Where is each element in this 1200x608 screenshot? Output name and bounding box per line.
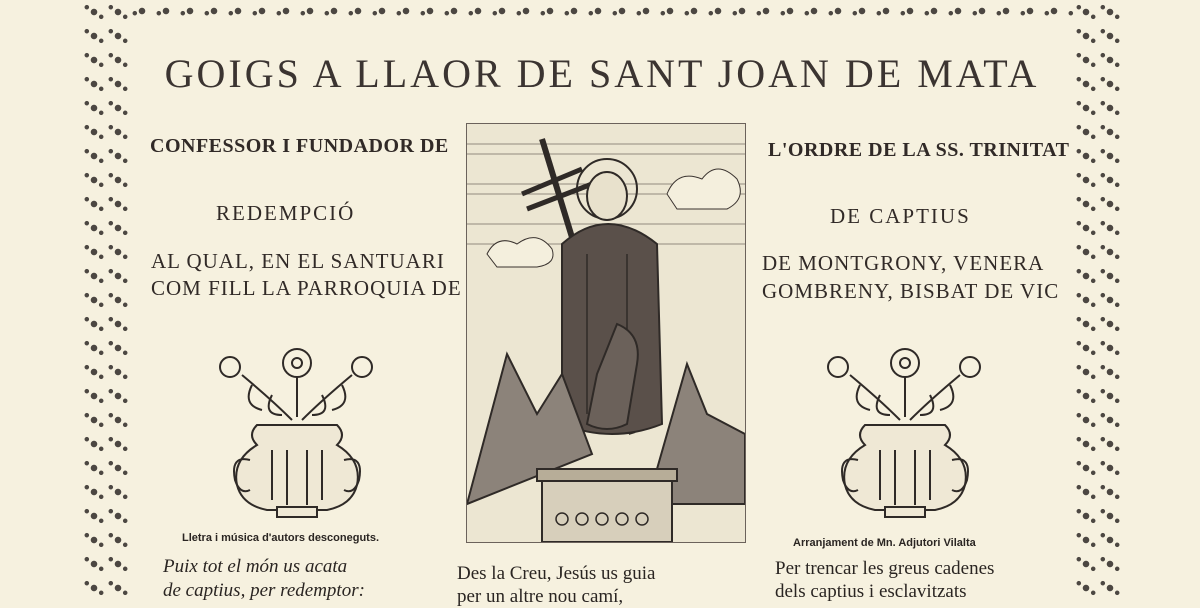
right-header: L'ORDRE DE LA SS. TRINITAT — [768, 139, 1070, 161]
ornamental-border-left — [82, 0, 130, 600]
ornamental-border-top — [130, 0, 1074, 22]
verse-center-line-2: per un altre nou camí, — [457, 586, 624, 607]
saint-woodcut-illustration — [466, 123, 746, 543]
verse-right-line-2: dels captius i esclavitzats — [775, 581, 967, 602]
left-caption: Lletra i música d'autors desconeguts. — [182, 532, 380, 544]
left-word: REDEMPCIÓ — [216, 201, 356, 225]
page-title: GOIGS A LLAOR DE SANT JOAN DE MATA — [164, 51, 1040, 96]
left-flower-vase-icon — [212, 345, 382, 520]
right-word: DE CAPTIUS — [830, 204, 971, 228]
right-line-2: GOMBRENY, BISBAT DE VIC — [762, 279, 1060, 303]
left-line-1: AL QUAL, EN EL SANTUARI — [151, 249, 445, 273]
right-flower-vase-icon — [820, 345, 990, 520]
left-line-2: COM FILL LA PARROQUIA DE — [151, 276, 462, 300]
saint-figure-icon — [467, 124, 745, 542]
verse-left-line-2: de captius, per redemptor: — [163, 580, 365, 601]
right-line-1: DE MONTGRONY, VENERA — [762, 251, 1045, 275]
right-caption: Arranjament de Mn. Adjutori Vilalta — [793, 537, 976, 549]
verse-right-line-1: Per trencar les greus cadenes — [775, 558, 995, 579]
verse-center-line-1: Des la Creu, Jesús us guia — [457, 563, 656, 584]
left-header: CONFESSOR I FUNDADOR DE — [150, 135, 449, 157]
ornamental-border-right — [1074, 0, 1122, 600]
verse-left-line-1: Puix tot el món us acata — [163, 556, 348, 577]
